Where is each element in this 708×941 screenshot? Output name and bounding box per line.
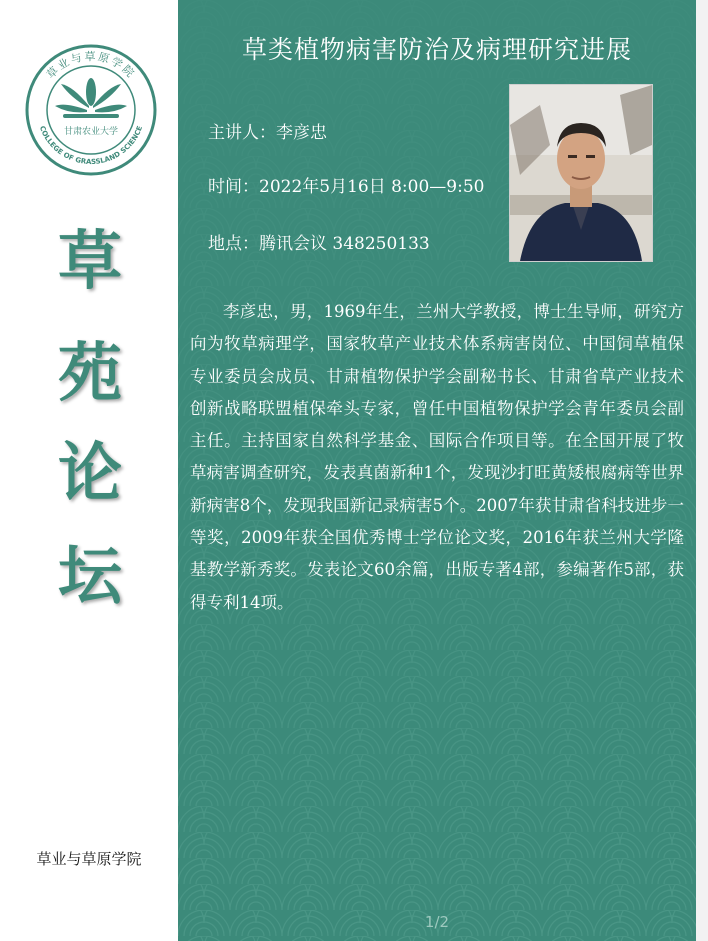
time-line: 时间：2022年5月16日 8:00—9:50 (208, 177, 485, 197)
left-sidebar (0, 0, 178, 941)
grass-leaves-icon (55, 78, 127, 118)
page-right-margin (696, 0, 708, 941)
vertical-title-char-2: 苑 (58, 336, 122, 411)
speaker-line: 主讲人：李彦忠 (208, 123, 327, 143)
speaker-photo (509, 84, 653, 262)
vertical-title-char-3: 论 (58, 436, 122, 511)
lecture-panel (178, 0, 696, 941)
vertical-title-char-4: 坛 (58, 539, 122, 614)
vertical-title-char-1: 草 (58, 224, 122, 299)
logo-inner-text: 甘肃农业大学 (63, 127, 119, 137)
location-line: 地点：腾讯会议 348250133 (208, 234, 430, 254)
speaker-bio: 李彦忠，男，1969年生，兰州大学教授，博士生导师，研究方向为牧草病理学，国家牧草产业技术体系病害岗位、中国饲草植保专业委员会成员、甘肃植物保护学会副秘书长、甘肃省草产业技术创新战略联盟植保牵头专家，曾任中国植物保护学会青年委员会副主任。主持国家自然科学基金、国际合作项目等。在全国开展了牧草病害调查研究，发表真菌新种1个，发现沙打旺黄矮根腐病等世界新病害8个，发现我国新记录病害5个。2007年获甘肃省科技进步一等奖，2009年获全国优秀博士学位论文奖，2016年获兰州大学隆基教学新秀奖。发表论文60余篇，出版专著4部，参编著作5部，获得专利14项。 (190, 302, 684, 612)
college-logo (25, 44, 157, 176)
college-name: 草业与草原学院 (36, 850, 142, 868)
page-indicator: 1/2 (424, 913, 450, 931)
logo-ring-text-top: 草业与草原学院 (44, 50, 138, 82)
lecture-title: 草类植物病害防治及病理研究进展 (241, 35, 632, 64)
logo-ring-text-bottom: COLLEGE OF GRASSLAND SCIENCE (37, 124, 145, 167)
